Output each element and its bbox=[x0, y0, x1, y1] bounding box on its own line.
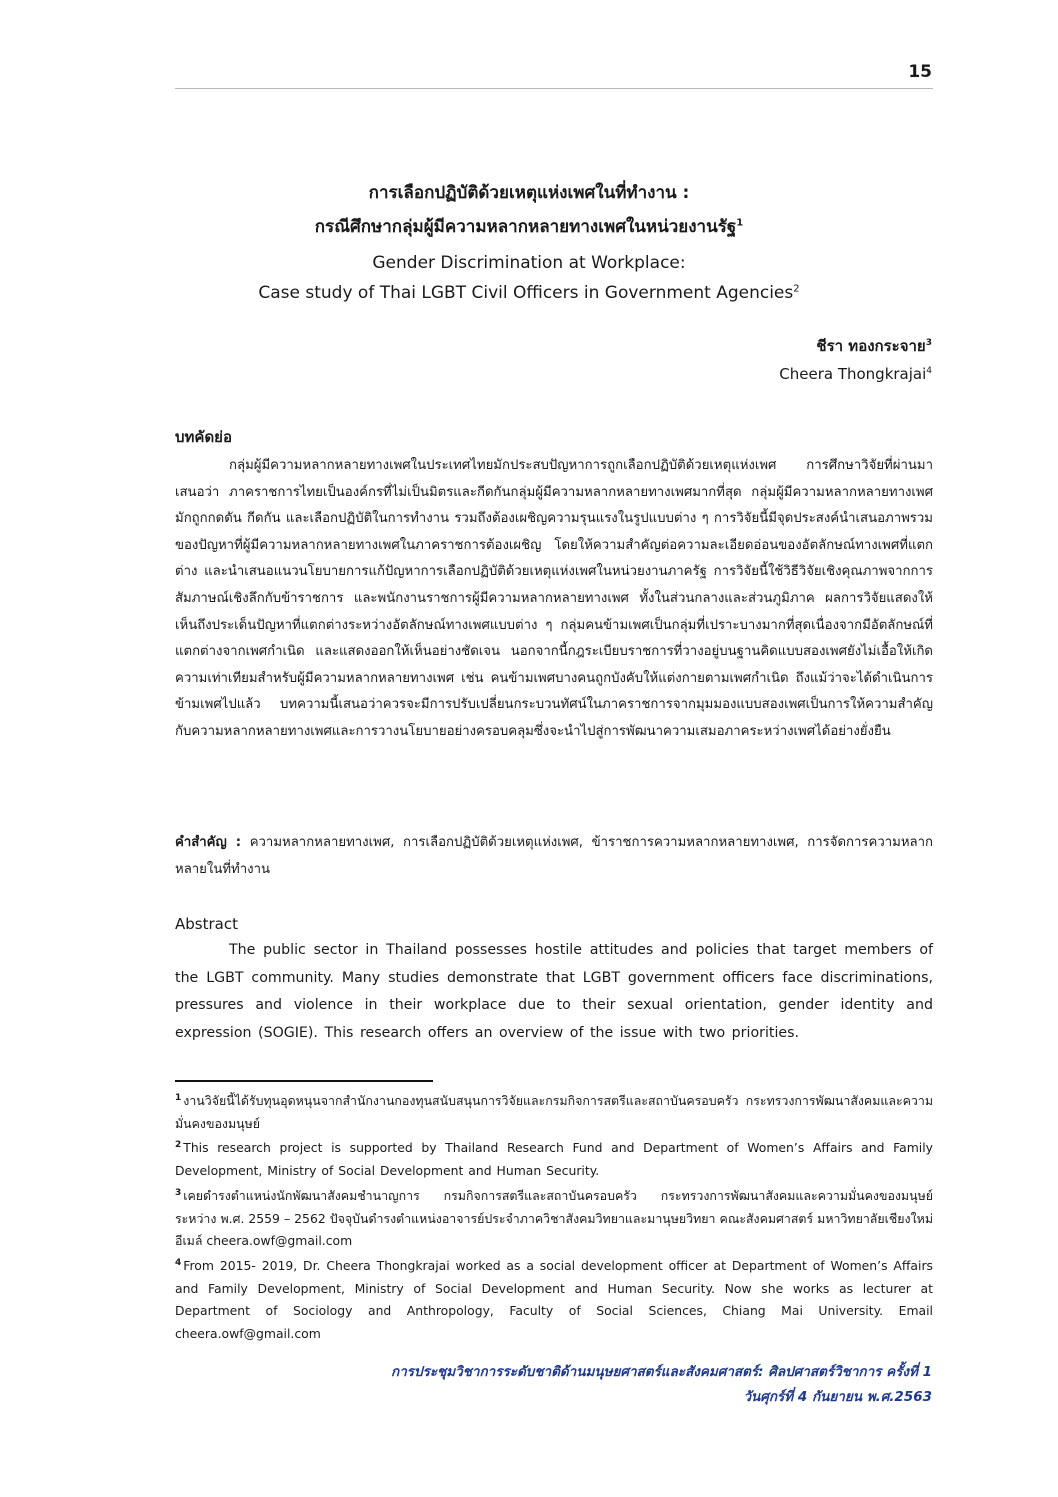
footnotes bbox=[175, 1090, 933, 1348]
footnote-3 bbox=[175, 1185, 933, 1253]
footnote-ref-2[interactable]: 2 bbox=[793, 283, 800, 295]
title-thai-line-2-text: กรณีศึกษากลุ่มผู้มีความหลากหลายทางเพศในหน่วยงานรัฐ bbox=[314, 217, 737, 237]
footnote-ref-4[interactable]: 4 bbox=[926, 366, 932, 376]
title-thai-line-2 bbox=[0, 210, 1058, 244]
abstract-thai-body: กลุ่มผู้มีความหลากหลายทางเพศในประเทศไทยมักประสบปัญหาการถูกเลือกปฏิบัติด้วยเหตุแห่งเพศ การศึกษาวิจัยที่ผ่านมาเสนอว่า ภาคราชการไทยเป็นองค์กรที่ไม่เป็นมิตรและกีดกันกลุ่มผู้มีความหลากหลายทางเพศมากที่สุด กลุ่มผู้มีความหลากหลายทางเพศมักถูกกดดัน กีดกัน และเลือกปฏิบัติในการทำงาน รวมถึงต้องเผชิญความรุนแรงในรูปแบบต่าง ๆ การวิจัยนี้มีจุดประสงค์นำเสนอภาพรวมของปัญหาที่ผู้มีความหลากหลายทางเพศในภาคราชการต้องเผชิญ โดยให้ความสำคัญต่อความละเอียดอ่อนของอัตลักษณ์ทางเพศที่แตกต่าง และนำเสนอแนวนโยบายการแก้ปัญหาการเลือกปฏิบัติด้วยเหตุแห่งเพศในหน่วยงานภาครัฐ การวิจัยนี้ใช้วิธีวิจัยเชิงคุณภาพจากการสัมภาษณ์เชิงลึกกับข้าราชการ และพนักงานราชการผู้มีความหลากหลายทางเพศ ทั้งในส่วนกลางและส่วนภูมิภาค ผลการวิจัยแสดงให้เห็นถึงประเด็นปัญหาที่แตกต่างระหว่างอัตลักษณ์ทางเพศแบบต่าง ๆ กลุ่มคนข้ามเพศเป็นกลุ่มที่เปราะบางมากที่สุดเนื่องจากมีอัตลักษณ์ที่แตกต่างจากเพศกำเนิด และแสดงออกให้เห็นอย่างชัดเจน นอกจากนี้กฎระเบียบราชการที่วางอยู่บนฐานคิดแบบสองเพศยังไม่เอื้อให้เกิดความเท่าเทียมสำหรับผู้มีความหลากหลายทางเพศ เช่น คนข้ามเพศบางคนถูกบังคับให้แต่งกายตามเพศกำเนิด ถึงแม้ว่าจะได้ดำเนินการข้ามเพศไปแล้ว บทความนี้เสนอว่าควรจะมีการปรับเปลี่ยนกระบวนทัศน์ในภาคราชการจากมุมมองแบบสองเพศเป็นการให้ความสำคัญกับความหลากหลายทางเพศและการวางนโยบายอย่างครอบคลุมซึ่งจะนำไปสู่การพัฒนาความเสมอภาคระหว่างเพศได้อย่างยั่งยืน bbox=[175, 458, 933, 739]
footnote-number: 2 bbox=[175, 1140, 182, 1151]
abstract-english-body: The public sector in Thailand possesses hostile attitudes and policies that target members of the LGBT community. Many studies demonstrate that LGBT government officers face discriminations, pressures and violence in their workplace due to their sexual orientation, gender identity and expression (SOGIE). This research offers an overview of the issue with two priorities. bbox=[175, 942, 933, 1041]
page-number: 15 bbox=[908, 62, 932, 82]
footnote-text: งานวิจัยนี้ได้รับทุนอุดหนุนจากสำนักงานกองทุนสนับสนุนการวิจัยและกรมกิจการสตรีและสถาบันครอบครัว กระทรวงการพัฒนาสังคมและความมั่นคงของมนุษย์ bbox=[175, 1093, 933, 1131]
abstract-thai-section bbox=[175, 425, 933, 746]
footnote-2 bbox=[175, 1137, 933, 1182]
footnote-text: This research project is supported by Thailand Research Fund and Department of Women’s Affairs and Family Development, Ministry of Social Development and Human Security. bbox=[175, 1140, 933, 1179]
footer-conference-name: การประชุมวิชาการระดับชาติด้านมนุษยศาสตร์และสังคมศาสตร์: ศิลปศาสตร์วิชาการ ครั้งที่ 1 bbox=[391, 1364, 932, 1380]
abstract-thai-heading: บทคัดย่อ bbox=[175, 428, 232, 446]
author-block bbox=[779, 332, 932, 388]
title-thai-line-1 bbox=[0, 176, 1058, 210]
footnote-1 bbox=[175, 1090, 933, 1135]
footnote-text: From 2015- 2019, Dr. Cheera Thongkrajai worked as a social development officer at Department of Women’s Affairs and Family Development, Ministry of Social Development and Human Security. Now she works as lecturer at Department of Sociology and Anthropology, Faculty of Social Sciences, Chiang Mai University. Email cheera.owf@gmail.com bbox=[175, 1257, 933, 1342]
title-english-line-2-text: Case study of Thai LGBT Civil Officers in Government Agencies bbox=[258, 283, 794, 303]
footnote-4 bbox=[175, 1255, 933, 1346]
footnote-separator bbox=[175, 1080, 433, 1082]
author-name-thai-text: ชีรา ทองกระจาย bbox=[816, 337, 926, 355]
footnote-number: 3 bbox=[175, 1187, 182, 1198]
author-name-english bbox=[779, 360, 932, 388]
author-name-thai bbox=[779, 332, 932, 360]
title-english-line-1-text: Gender Discrimination at Workplace: bbox=[372, 253, 686, 273]
abstract-english-heading: Abstract bbox=[175, 915, 238, 933]
abstract-english-section bbox=[175, 915, 933, 1047]
title-english-line-1 bbox=[0, 248, 1058, 278]
title-english-line-2 bbox=[0, 278, 1058, 308]
keywords-label: คำสำคัญ : bbox=[175, 835, 242, 850]
author-name-english-text: Cheera Thongkrajai bbox=[779, 365, 927, 383]
footnote-ref-3[interactable]: 3 bbox=[925, 338, 932, 348]
title-block bbox=[0, 176, 1058, 308]
footer-conference-date: วันศุกร์ที่ 4 กันยายน พ.ศ.2563 bbox=[743, 1389, 932, 1405]
footnote-number: 4 bbox=[175, 1257, 182, 1268]
keywords-section bbox=[175, 830, 933, 883]
keywords-text: ความหลากหลายทางเพศ, การเลือกปฏิบัติด้วยเหตุแห่งเพศ, ข้าราชการความหลากหลายทางเพศ, การจัดการความหลากหลายในที่ทำงาน bbox=[175, 835, 933, 877]
title-thai-line-1-text: การเลือกปฏิบัติด้วยเหตุแห่งเพศในที่ทำงาน : bbox=[368, 183, 690, 203]
header-rule bbox=[175, 88, 933, 89]
footnote-ref-1[interactable]: 1 bbox=[736, 217, 744, 229]
footnote-number: 1 bbox=[175, 1092, 182, 1103]
conference-footer bbox=[391, 1360, 932, 1410]
footnote-text: เคยดำรงตำแหน่งนักพัฒนาสังคมชำนาญการ กรมกิจการสตรีและสถาบันครอบครัว กระทรวงการพัฒนาสังคมและความมั่นคงของมนุษย์ ระหว่าง พ.ศ. 2559 – 2562 ปัจจุบันดำรงตำแหน่งอาจารย์ประจำภาควิชาสังคมวิทยาและมานุษยวิทยา คณะสังคมศาสตร์ มหาวิทยาลัยเชียงใหม่ อีเมล์ cheera.owf@gmail.com bbox=[175, 1187, 933, 1249]
